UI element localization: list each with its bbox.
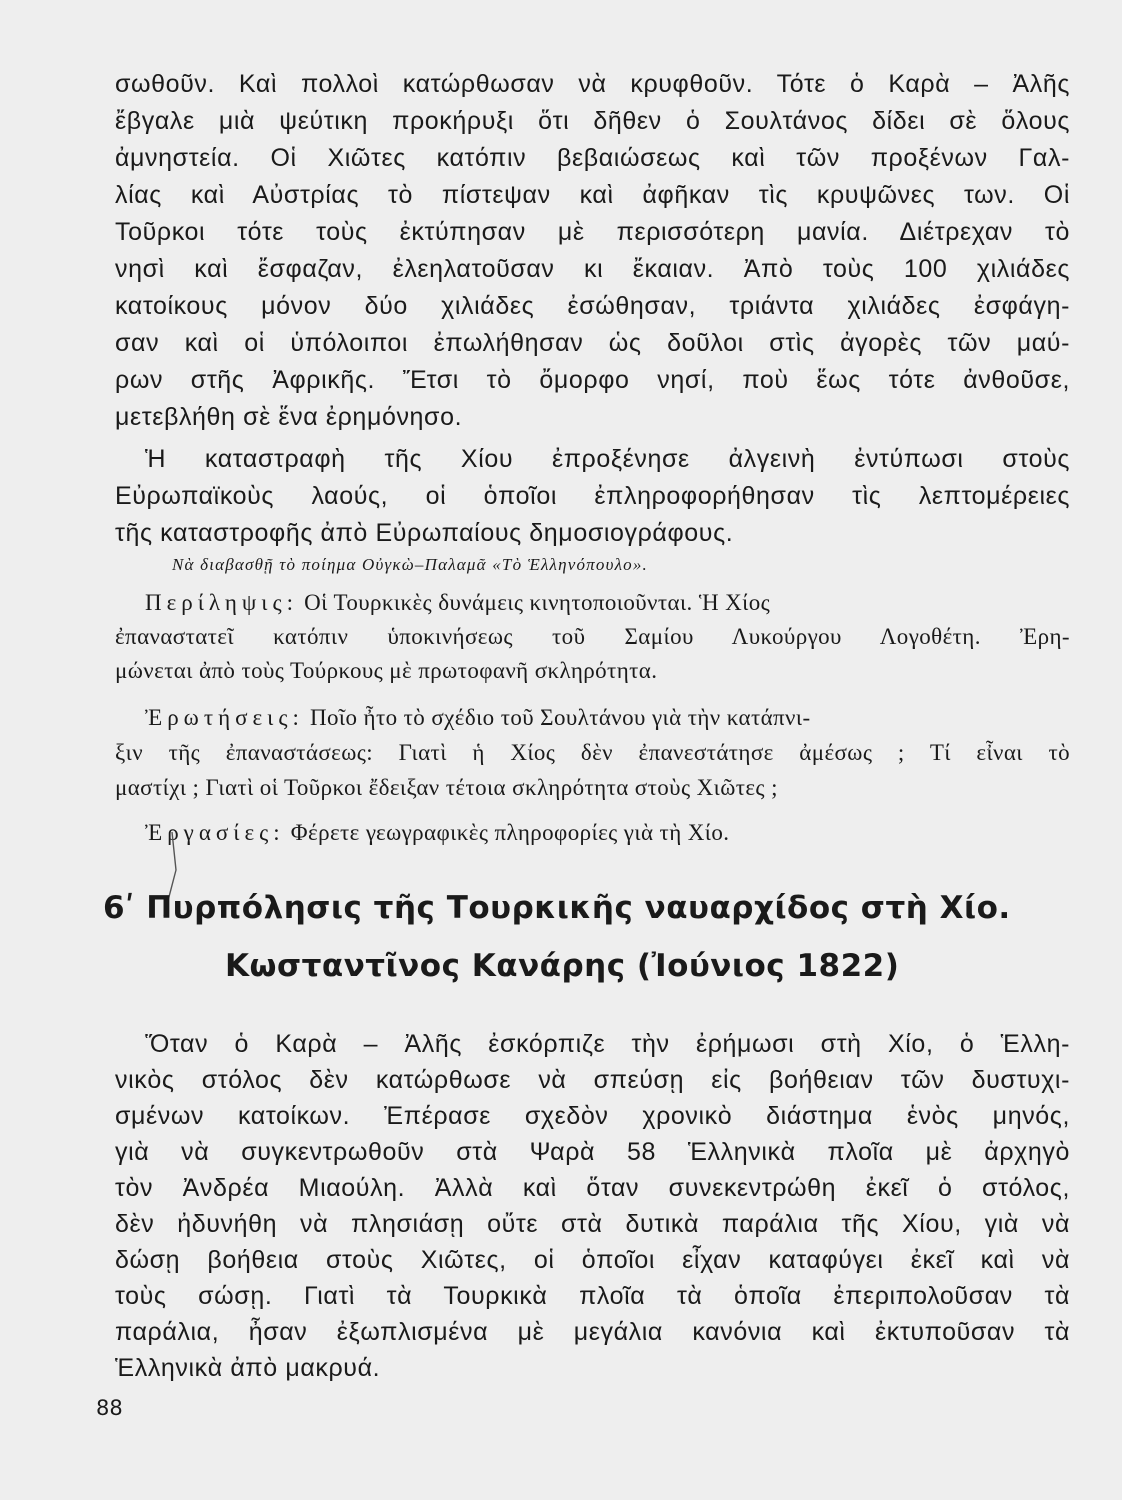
questions-label: Ἐρωτήσεις: [145, 705, 304, 730]
text-line: ἔβγαλε μιὰ ψεύτικη προκήρυξι ὅτι δῆθεν ὁ Σουλτάνος δίδει σὲ ὅλους [115, 107, 1070, 135]
text-line: ἐπαναστατεῖ κατόπιν ὑποκινήσεως τοῦ Σαμίου Λυκούργου Λογοθέτη. Ἐρη- [115, 624, 1070, 649]
text-line: δώσῃ βοήθεια στοὺς Χιῶτες, οἱ ὁποῖοι εἶχαν καταφύγει ἐκεῖ καὶ νὰ [115, 1246, 1070, 1274]
text-line: παράλια, ἦσαν ἐξωπλισμένα μὲ μεγάλια κανόνια καὶ ἐκτυποῦσαν τὰ [115, 1318, 1070, 1346]
questions-text: Ποῖο ἦτο τὸ σχέδιο τοῦ Σουλτάνου γιὰ τὴν κατάπνι- [310, 705, 811, 730]
section-heading-line2: Κωσταντῖνος Κανάρης (Ἰούνιος 1822) [225, 948, 900, 984]
text-line: τῆς καταστροφῆς ἀπὸ Εὐρωπαίους δημοσιογράφους. [115, 519, 734, 547]
text-line: νησὶ καὶ ἔσφαζαν, ἐλεηλατοῦσαν κι ἔκαιαν. Ἀπὸ τοὺς 100 χιλιάδες [115, 255, 1070, 283]
text-line: Εὐρωπαϊκοὺς λαούς, οἱ ὁποῖοι ἐπληροφορήθησαν τὶς λεπτομέρειες [115, 482, 1070, 510]
text-line: τὸν Ἀνδρέα Μιαούλη. Ἀλλὰ καὶ ὅταν συνεκεντρώθη ἐκεῖ ὁ στόλος, [115, 1174, 1070, 1202]
text-line: τοὺς σώσῃ. Γιατὶ τὰ Τουρκικὰ πλοῖα τὰ ὁποῖα ἐπεριπολοῦσαν τὰ [115, 1282, 1070, 1310]
text-line: κατοίκους μόνον δύο χιλιάδες ἐσώθησαν, τριάντα χιλιάδες ἐσφάγη- [115, 292, 1070, 320]
text-line: ρων στῆς Ἀφρικῆς. Ἔτσι τὸ ὄμορφο νησί, ποὺ ἕως τότε ἀνθοῦσε, [115, 366, 1070, 394]
reading-note: Νὰ διαβασθῇ τὸ ποίημα Οὐγκὼ–Παλαμᾶ «Τὸ Ἑλληνόπουλο». [172, 555, 649, 574]
section-heading-line1: 6ʹ Πυρπόλησις τῆς Τουρκικῆς ναυαρχίδος στὴ Χίο. [103, 890, 1011, 926]
text-line: ξιν τῆς ἐπαναστάσεως: Γιατὶ ἡ Χίος δὲν ἐπανεστάτησε ἀμέσως ; Τί εἶναι τὸ [115, 740, 1070, 765]
text-line: δὲν ἠδυνήθη νὰ πλησιάσῃ οὔτε στὰ δυτικὰ παράλια τῆς Χίου, γιὰ νὰ [115, 1210, 1070, 1238]
text-line: μετεβλήθη σὲ ἕνα ἐρημόνησο. [115, 403, 463, 431]
text-line: Ἑλληνικὰ ἀπὸ μακρυά. [115, 1354, 381, 1382]
summary-text: Οἱ Τουρκικὲς δυνάμεις κινητοποιοῦνται. Ἡ Χίος [304, 590, 771, 615]
page-number: 88 [96, 1396, 123, 1420]
tasks-section [145, 820, 729, 846]
summary-label: Περίληψις: [145, 590, 298, 615]
text-line: Ἡ καταστραφὴ τῆς Χίου ἐπροξένησε ἀλγεινὴ ἐντύπωσι στοὺς [145, 445, 1070, 473]
text-line: Ὅταν ὁ Καρὰ – Ἀλῆς ἐσκόρπιζε τὴν ἐρήμωσι στὴ Χίο, ὁ Ἑλλη- [145, 1030, 1070, 1058]
questions-line [145, 705, 811, 731]
text-line: λίας καὶ Αὐστρίας τὸ πίστεψαν καὶ ἀφῆκαν τὶς κρυψῶνες των. Οἱ [115, 181, 1070, 209]
text-line: νικὸς στόλος δὲν κατώρθωσε νὰ σπεύσῃ εἰς βοήθειαν τῶν δυστυχι- [115, 1066, 1070, 1094]
text-line: ἀμνηστεία. Οἱ Χιῶτες κατόπιν βεβαιώσεως καὶ τῶν προξένων Γαλ- [115, 144, 1070, 172]
text-line: Τοῦρκοι τότε τοὺς ἐκτύπησαν μὲ περισσότερη μανία. Διέτρεχαν τὸ [115, 218, 1070, 246]
text-line: γιὰ νὰ συγκεντρωθοῦν στὰ Ψαρὰ 58 Ἑλληνικὰ πλοῖα μὲ ἀρχηγὸ [115, 1138, 1070, 1166]
text-line: σμένων κατοίκων. Ἐπέρασε σχεδὸν χρονικὸ διάστημα ἑνὸς μηνός, [115, 1102, 1070, 1130]
text-line: σαν καὶ οἱ ὑπόλοιποι ἐπωλήθησαν ὡς δοῦλοι στὶς ἀγορὲς τῶν μαύ- [115, 329, 1070, 357]
text-line: μώνεται ἀπὸ τοὺς Τούρκους μὲ πρωτοφανῆ σκληρότητα. [115, 658, 658, 683]
text-line: μαστίχι ; Γιατὶ οἱ Τοῦρκοι ἔδειξαν τέτοια σκληρότητα στοὺς Χιῶτες ; [115, 775, 778, 800]
text-line: σωθοῦν. Καὶ πολλοὶ κατώρθωσαν νὰ κρυφθοῦν. Τότε ὁ Καρὰ – Ἀλῆς [115, 70, 1070, 98]
summary-line [145, 590, 770, 616]
tasks-text: Φέρετε γεωγραφικὲς πληροφορίες γιὰ τὴ Χίο. [290, 820, 730, 845]
tasks-label: Ἐργασίες: [145, 820, 285, 845]
